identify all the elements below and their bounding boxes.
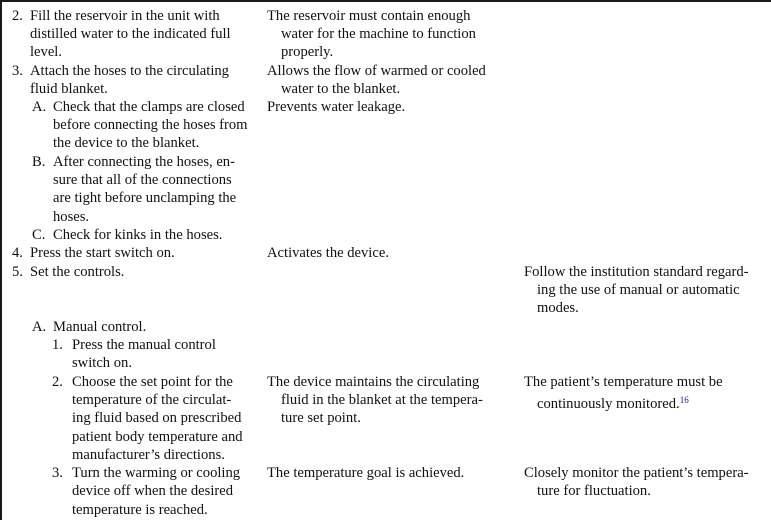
step-5a-line-1: Manual control.	[53, 319, 147, 335]
step-3a-letter: A.	[32, 99, 47, 115]
step-3b-line-4: hoses.	[53, 209, 90, 225]
special-5a2-line-2-text: continuously monitored.	[537, 396, 680, 412]
rationale-3-line-1: Allows the flow of warmed or cooled	[267, 63, 486, 79]
rationale-4-line-1: Activates the device.	[267, 245, 389, 261]
step-5a2-number: 2.	[52, 374, 63, 390]
step-3-number: 3.	[12, 63, 23, 79]
step-5-number: 5.	[12, 264, 23, 280]
rationale-2-line-1: The reservoir must contain enough	[267, 8, 471, 24]
step-5a1-line-1: Press the manual control	[72, 337, 216, 353]
step-2-line-3: level.	[30, 44, 63, 60]
special-5a3-line-1: Closely monitor the patient’s tempera-	[524, 465, 749, 481]
step-3a-line-1: Check that the clamps are closed	[53, 99, 245, 115]
rationale-5a2-line-1: The device maintains the circulating	[267, 374, 480, 390]
step-5-line-1: Set the controls.	[30, 264, 125, 280]
rationale-5a3-line-1: The temperature goal is achieved.	[267, 465, 465, 481]
step-3c-letter: C.	[32, 227, 46, 243]
step-3-line-2: fluid blanket.	[30, 81, 108, 97]
step-5a3-number: 3.	[52, 465, 63, 481]
rationale-5a2-line-2: fluid in the blanket at the tempera-	[281, 392, 483, 408]
step-5a2-line-4: patient body temperature and	[72, 429, 243, 445]
step-5a2-line-3: ing fluid based on prescribed	[72, 410, 242, 426]
special-5-line-2: ing the use of manual or automatic	[537, 282, 740, 298]
special-5a2-line-1: The patient’s temperature must be	[524, 374, 723, 390]
step-5a-letter: A.	[32, 319, 47, 335]
step-5a3-line-3: temperature is reached.	[72, 502, 208, 518]
step-3a-line-3: the device to the blanket.	[53, 135, 200, 151]
step-2-line-1: Fill the reservoir in the unit with	[30, 8, 220, 24]
step-3b-line-2: sure that all of the connections	[53, 172, 232, 188]
step-3c-line-1: Check for kinks in the hoses.	[53, 227, 223, 243]
step-2-line-2: distilled water to the indicated full	[30, 26, 231, 42]
reference-link-16[interactable]: 16	[679, 395, 689, 405]
step-2-number: 2.	[12, 8, 23, 24]
rationale-5a2-line-3: ture set point.	[281, 410, 361, 426]
step-3-line-1: Attach the hoses to the circulating	[30, 63, 229, 79]
step-5a2-line-5: manufacturer’s directions.	[72, 447, 225, 463]
rationale-3a-line-1: Prevents water leakage.	[267, 99, 406, 115]
rationale-2-line-3: properly.	[281, 44, 334, 60]
step-5a3-line-1: Turn the warming or cooling	[72, 465, 241, 481]
step-3b-letter: B.	[32, 154, 46, 170]
step-5a2-line-2: temperature of the circulat-	[72, 392, 232, 408]
special-5a3-line-2: ture for fluctuation.	[537, 483, 651, 499]
rationale-2-line-2: water for the machine to function	[281, 26, 476, 42]
step-4-number: 4.	[12, 245, 23, 261]
step-5a3-line-2: device off when the desired	[72, 483, 234, 499]
step-3a-line-2: before connecting the hoses from	[53, 117, 248, 133]
rationale-3-line-2: water to the blanket.	[281, 81, 401, 97]
special-5-line-1: Follow the institution standard regard-	[524, 264, 749, 280]
step-5a1-line-2: switch on.	[72, 355, 132, 371]
step-4-line-1: Press the start switch on.	[30, 245, 175, 261]
special-5a2-line-2	[537, 391, 689, 413]
special-5-line-3: modes.	[537, 300, 579, 316]
step-5a1-number: 1.	[52, 337, 63, 353]
step-3b-line-3: are tight before unclamping the	[53, 190, 237, 206]
step-3b-line-1: After connecting the hoses, en-	[53, 154, 235, 170]
step-5a2-line-1: Choose the set point for the	[72, 374, 233, 390]
